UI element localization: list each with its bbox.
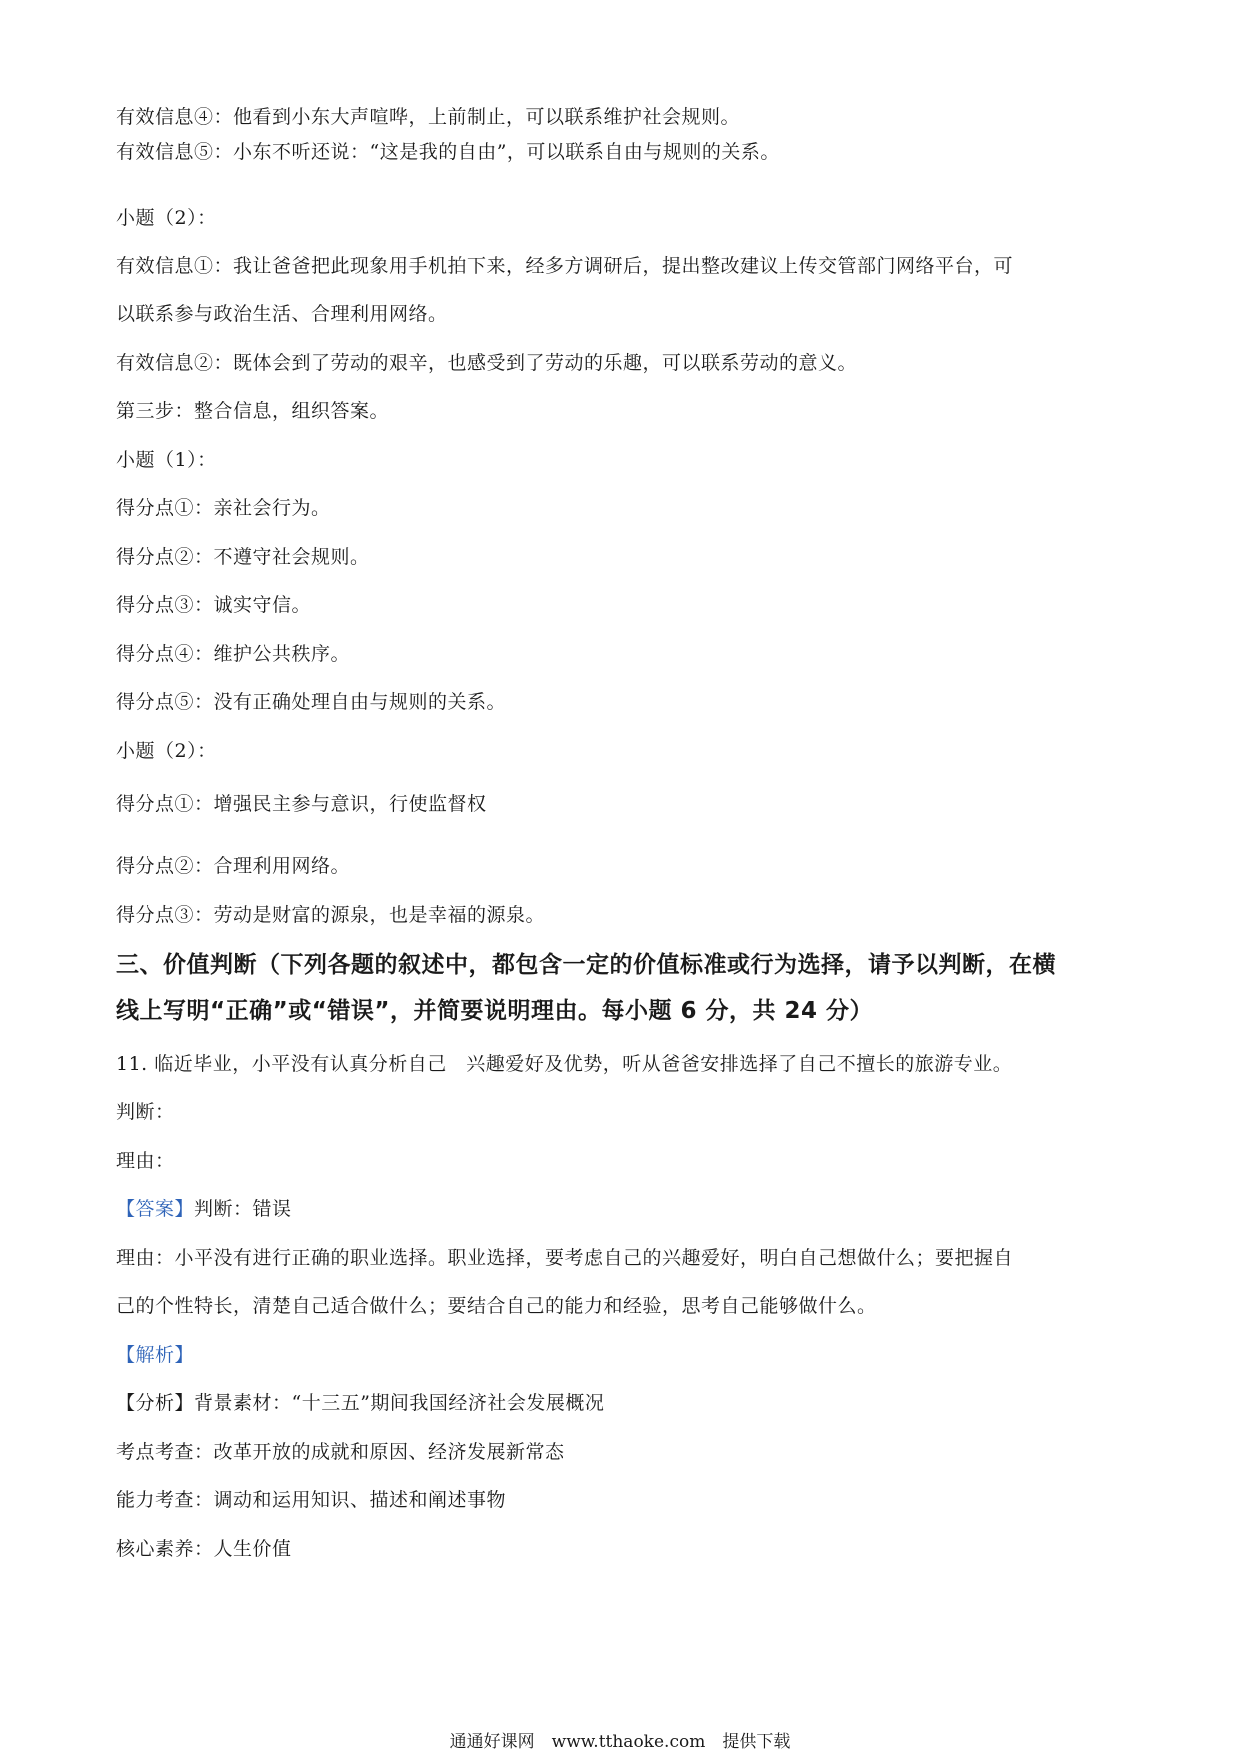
text-line: 有效信息⑤：小东不听还说：“这是我的自由”，可以联系自由与规则的关系。 <box>116 141 780 163</box>
analysis-tag: 【解析】 <box>116 1344 195 1366</box>
page-footer: 通通好课网 www.tthaoke.com 提供下载 <box>449 1732 791 1752</box>
text-line: 得分点②：合理利用网络。 <box>116 855 351 877</box>
analysis-line: 能力考查：调动和运用知识、描述和阐述事物 <box>116 1489 507 1511</box>
text-line: 有效信息①：我让爸爸把此现象用手机拍下来，经多方调研后，提出整改建议上传交管部门网络平台，可 <box>116 255 1014 277</box>
text-line: 以联系参与政治生活、合理利用网络。 <box>116 303 448 325</box>
section-heading: 三、价值判断（下列各题的叙述中，都包含一定的价值标准或行为选择，请予以判断，在横 <box>116 952 1056 978</box>
answer-reason: 理由：小平没有进行正确的职业选择。职业选择，要考虑自己的兴趣爱好，明白自己想做什么；要把握自 <box>116 1247 1014 1269</box>
text-line: 有效信息④：他看到小东大声喧哗，上前制止，可以联系维护社会规则。 <box>116 106 741 128</box>
analysis-line: 【分析】背景素材：“十三五”期间我国经济社会发展概况 <box>116 1392 605 1414</box>
text-line: 得分点①：亲社会行为。 <box>116 497 331 519</box>
analysis-line: 考点考查：改革开放的成就和原因、经济发展新常态 <box>116 1441 565 1463</box>
text-line: 得分点①：增强民主参与意识，行使监督权 <box>116 793 487 815</box>
analysis-line: 核心素养：人生价值 <box>116 1538 292 1560</box>
text-line: 得分点⑤：没有正确处理自由与规则的关系。 <box>116 691 507 713</box>
question-stem: 11. 临近毕业，小平没有认真分析自己 兴趣爱好及优势，听从爸爸安排选择了自己不擅长的旅游专业。 <box>116 1053 1013 1075</box>
text-line: 小题（2）： <box>116 207 217 229</box>
answer-text: 判断：错误 <box>194 1198 292 1220</box>
text-line: 小题（2）： <box>116 740 217 762</box>
text-line: 得分点②：不遵守社会规则。 <box>116 546 370 568</box>
answer-line <box>116 1196 292 1222</box>
section-heading: 线上写明“正确”或“错误”，并简要说明理由。每小题 6 分，共 24 分） <box>116 998 874 1024</box>
answer-reason: 己的个性特长，清楚自己适合做什么；要结合自己的能力和经验，思考自己能够做什么。 <box>116 1295 877 1317</box>
text-line: 有效信息②：既体会到了劳动的艰辛，也感受到了劳动的乐趣，可以联系劳动的意义。 <box>116 352 858 374</box>
judge-label: 判断： <box>116 1101 175 1123</box>
reason-label: 理由： <box>116 1150 175 1172</box>
text-line: 得分点③：劳动是财富的源泉，也是幸福的源泉。 <box>116 904 546 926</box>
text-line: 小题（1）： <box>116 449 217 471</box>
text-line: 第三步：整合信息，组织答案。 <box>116 400 390 422</box>
answer-tag: 【答案】 <box>116 1198 195 1220</box>
text-line: 得分点③：诚实守信。 <box>116 594 312 616</box>
text-line: 得分点④：维护公共秩序。 <box>116 643 351 665</box>
